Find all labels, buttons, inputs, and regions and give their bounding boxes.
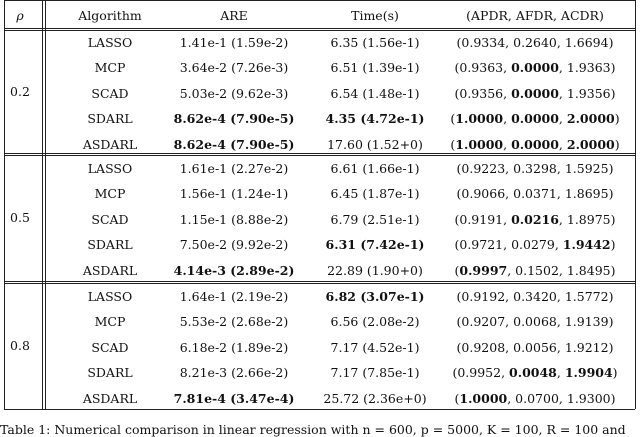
rates-value: (0.9223, 0.3298, 1.5925)	[456, 161, 614, 176]
acdr-value: 1.9904	[564, 365, 613, 381]
rho-value: 0.8	[10, 337, 30, 353]
header-algorithm: Algorithm	[78, 8, 142, 23]
time-value: 6.79 (2.51e-1)	[330, 211, 420, 227]
horizontal-rule	[4, 153, 635, 154]
rates-value: (0.9997, 0.1502, 1.8495)	[454, 262, 616, 278]
table-caption: Table 1: Numerical comparison in linear regression with n = 600, p = 5000, K = 100, R = 100 and	[0, 422, 626, 437]
are-value: 1.64e-1 (2.19e-2)	[179, 289, 289, 304]
apdr-value: 0.9721	[459, 237, 504, 253]
are-value: 8.21e-3 (2.66e-2)	[179, 365, 289, 381]
acdr-value: 1.8695	[564, 186, 609, 202]
apdr-value: 0.9223	[461, 161, 506, 176]
rates-value: (0.9721, 0.0279, 1.9442)	[454, 237, 616, 253]
afdr-value: 0.0056	[513, 339, 557, 355]
time-value: 6.56 (2.08e-2)	[330, 314, 420, 330]
acdr-value: 1.6694	[564, 35, 609, 50]
afdr-value: 0.0000	[511, 60, 559, 76]
afdr-value: 0.0371	[513, 186, 557, 202]
afdr-value: 0.0700	[515, 390, 559, 406]
algorithm-name: ASDARL	[82, 136, 138, 152]
rates-value: (1.0000, 0.0700, 1.9300)	[454, 390, 616, 406]
time-value: 6.35 (1.56e-1)	[330, 35, 420, 50]
rates-value: (0.9208, 0.0056, 1.9212)	[456, 339, 614, 355]
apdr-value: 1.0000	[455, 111, 504, 127]
algorithm-name: LASSO	[87, 289, 133, 304]
afdr-value: 0.0048	[509, 365, 557, 381]
algorithm-name: ASDARL	[82, 390, 138, 406]
apdr-value: 0.9334	[461, 35, 506, 50]
algorithm-name: SDARL	[87, 365, 133, 381]
time-value: 25.72 (2.36e+0)	[323, 390, 427, 406]
time-value: 17.60 (1.52+0)	[327, 136, 423, 152]
afdr-value: 0.3298	[513, 161, 557, 176]
rho-value: 0.2	[10, 83, 30, 99]
algorithm-name: SDARL	[87, 111, 133, 127]
afdr-value: 0.0216	[511, 211, 559, 227]
afdr-value: 0.0000	[511, 85, 559, 101]
time-value: 6.51 (1.39e-1)	[330, 60, 420, 76]
apdr-value: 0.9207	[461, 314, 506, 330]
afdr-value: 0.0068	[513, 314, 557, 330]
header-time: Time(s)	[351, 8, 399, 23]
apdr-value: 0.9066	[461, 186, 506, 202]
rates-value: (1.0000, 0.0000, 2.0000)	[450, 136, 620, 152]
acdr-value: 1.9356	[566, 85, 611, 101]
are-value: 1.15e-1 (8.88e-2)	[179, 211, 289, 227]
rho-value: 0.5	[10, 209, 30, 225]
rates-value: (0.9334, 0.2640, 1.6694)	[456, 35, 614, 50]
are-value: 7.81e-4 (3.47e-4)	[173, 390, 295, 406]
afdr-value: 0.1502	[515, 262, 559, 278]
apdr-value: 0.9191	[459, 211, 504, 227]
acdr-value: 1.9300	[566, 390, 611, 406]
algorithm-name: LASSO	[87, 35, 133, 50]
algorithm-name: SCAD	[91, 339, 129, 355]
horizontal-rule	[4, 283, 635, 284]
apdr-value: 1.0000	[455, 136, 504, 152]
rates-value: (0.9207, 0.0068, 1.9139)	[456, 314, 614, 330]
acdr-value: 1.9363	[566, 60, 611, 76]
acdr-value: 1.5925	[564, 161, 609, 176]
are-value: 8.62e-4 (7.90e-5)	[173, 136, 295, 152]
apdr-value: 0.9952	[457, 365, 502, 381]
apdr-value: 0.9363	[459, 60, 504, 76]
apdr-value: 0.9192	[461, 289, 506, 304]
apdr-value: 0.9208	[461, 339, 506, 355]
time-value: 6.61 (1.66e-1)	[330, 161, 420, 176]
vertical-rule	[4, 0, 5, 409]
algorithm-name: LASSO	[87, 161, 133, 176]
horizontal-rule	[4, 281, 635, 282]
horizontal-rule	[4, 28, 635, 29]
acdr-value: 1.8495	[566, 262, 611, 278]
header-are: ARE	[220, 8, 248, 23]
acdr-value: 1.9442	[562, 237, 611, 253]
afdr-value: 0.3420	[513, 289, 557, 304]
are-value: 5.03e-2 (9.62e-3)	[179, 85, 289, 101]
afdr-value: 0.0000	[511, 136, 559, 152]
acdr-value: 1.8975	[566, 211, 611, 227]
are-value: 1.61e-1 (2.27e-2)	[179, 161, 289, 176]
algorithm-name: ASDARL	[82, 262, 138, 278]
are-value: 7.50e-2 (9.92e-2)	[179, 237, 289, 253]
acdr-value: 1.9212	[564, 339, 609, 355]
rates-value: (0.9192, 0.3420, 1.5772)	[456, 289, 614, 304]
acdr-value: 1.5772	[564, 289, 609, 304]
time-value: 6.31 (7.42e-1)	[325, 237, 425, 253]
acdr-value: 2.0000	[566, 111, 615, 127]
time-value: 6.45 (1.87e-1)	[330, 186, 420, 202]
horizontal-rule	[4, 409, 635, 410]
algorithm-name: SCAD	[91, 85, 129, 101]
afdr-value: 0.0000	[511, 111, 559, 127]
time-value: 7.17 (7.85e-1)	[330, 365, 420, 381]
vertical-rule	[42, 0, 43, 409]
are-value: 5.53e-2 (2.68e-2)	[179, 314, 289, 330]
rates-value: (0.9363, 0.0000, 1.9363)	[454, 60, 616, 76]
are-value: 4.14e-3 (2.89e-2)	[173, 262, 295, 278]
rates-value: (0.9191, 0.0216, 1.8975)	[454, 211, 616, 227]
algorithm-name: SDARL	[87, 237, 133, 253]
time-value: 4.35 (4.72e-1)	[325, 111, 425, 127]
horizontal-rule	[4, 30, 635, 31]
algorithm-name: MCP	[94, 186, 126, 202]
apdr-value: 1.0000	[459, 390, 508, 406]
rates-value: (0.9066, 0.0371, 1.8695)	[456, 186, 614, 202]
algorithm-name: MCP	[94, 314, 126, 330]
vertical-rule	[635, 0, 636, 409]
are-value: 1.41e-1 (1.59e-2)	[179, 35, 289, 50]
apdr-value: 0.9997	[459, 262, 508, 278]
acdr-value: 1.9139	[564, 314, 609, 330]
are-value: 8.62e-4 (7.90e-5)	[173, 111, 295, 127]
algorithm-name: MCP	[94, 60, 126, 76]
time-value: 6.82 (3.07e-1)	[325, 289, 425, 304]
are-value: 6.18e-2 (1.89e-2)	[179, 339, 289, 355]
are-value: 1.56e-1 (1.24e-1)	[179, 186, 289, 202]
horizontal-rule	[4, 155, 635, 156]
acdr-value: 2.0000	[566, 136, 615, 152]
rates-value: (0.9356, 0.0000, 1.9356)	[454, 85, 616, 101]
rates-value: (1.0000, 0.0000, 2.0000)	[450, 111, 620, 127]
algorithm-name: SCAD	[91, 211, 129, 227]
apdr-value: 0.9356	[459, 85, 504, 101]
are-value: 3.64e-2 (7.26e-3)	[179, 60, 289, 76]
afdr-value: 0.0279	[511, 237, 555, 253]
rates-value: (0.9952, 0.0048, 1.9904)	[452, 365, 618, 381]
header-rho: ρ	[16, 8, 24, 23]
time-value: 7.17 (4.52e-1)	[330, 339, 420, 355]
time-value: 22.89 (1.90+0)	[327, 262, 423, 278]
afdr-value: 0.2640	[513, 35, 557, 50]
header-rates: (APDR, AFDR, ACDR)	[466, 8, 604, 23]
vertical-rule	[45, 0, 46, 409]
horizontal-rule	[4, 0, 635, 1]
time-value: 6.54 (1.48e-1)	[330, 85, 420, 101]
